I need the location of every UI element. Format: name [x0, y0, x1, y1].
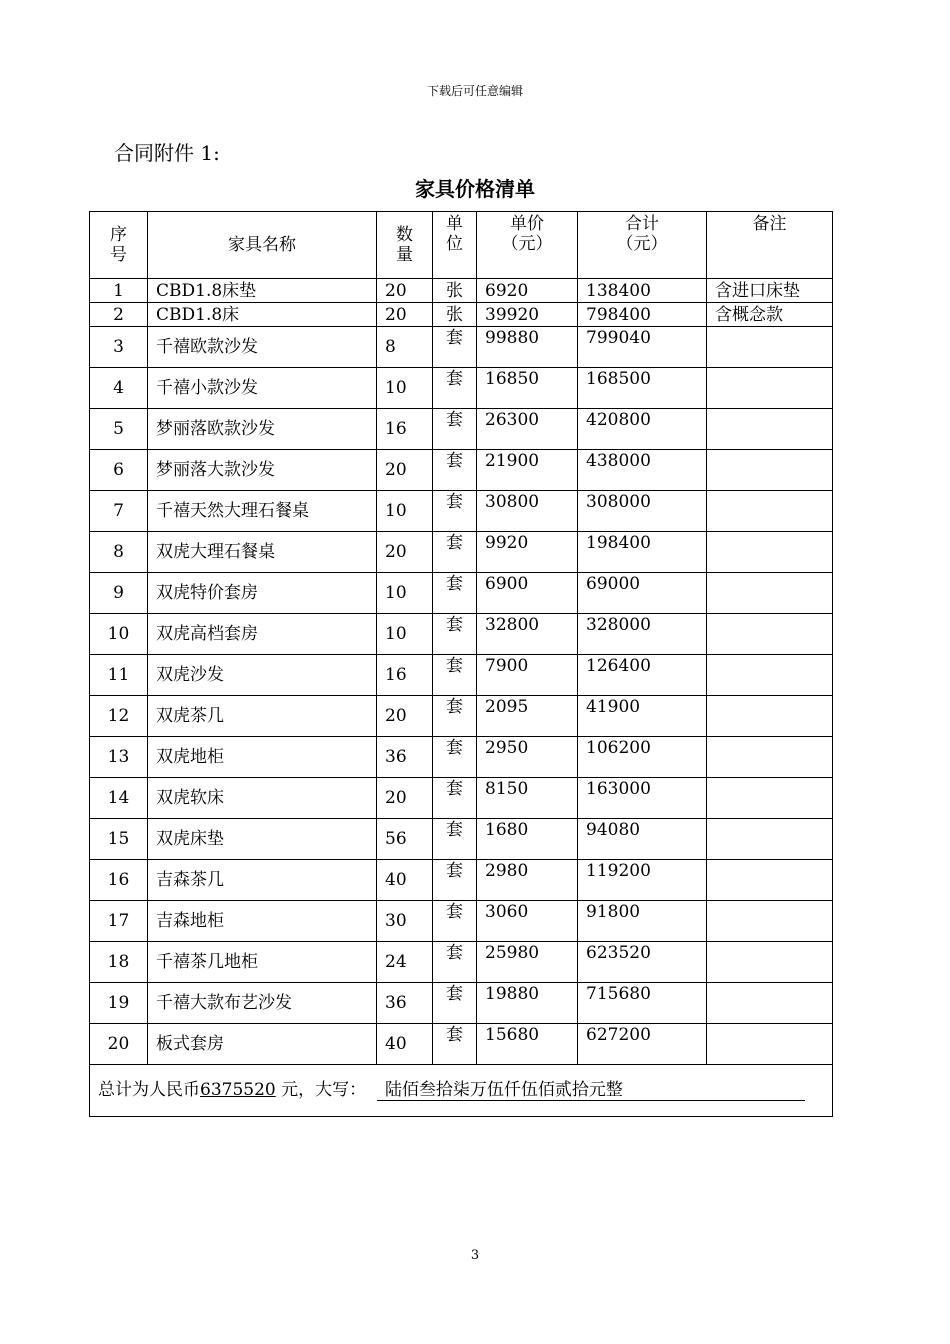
row-note: 含概念款	[707, 303, 833, 327]
row-name: 千禧天然大理石餐桌	[148, 491, 377, 532]
row-unit: 张	[433, 303, 477, 327]
table-row	[90, 327, 833, 368]
row-price: 1680	[477, 819, 578, 860]
row-no: 1	[90, 279, 148, 303]
table-row	[90, 983, 833, 1024]
table-row	[90, 655, 833, 696]
summary-prefix: 总计为人民币	[98, 1080, 200, 1100]
row-unit: 套	[433, 942, 477, 983]
header-note: 备注	[707, 212, 833, 279]
row-qty: 10	[377, 368, 433, 409]
row-qty: 20	[377, 532, 433, 573]
row-note	[707, 1024, 833, 1065]
table-row	[90, 737, 833, 778]
row-name: 双虎沙发	[148, 655, 377, 696]
row-name: 千禧欧款沙发	[148, 327, 377, 368]
row-note	[707, 860, 833, 901]
row-name: 梦丽落大款沙发	[148, 450, 377, 491]
row-price: 19880	[477, 983, 578, 1024]
table-row	[90, 303, 833, 327]
table-row	[90, 532, 833, 573]
price-table	[89, 211, 833, 1117]
summary-amount-words: 陆佰叁拾柒万伍仟伍佰贰拾元整	[377, 1080, 805, 1101]
row-unit: 套	[433, 778, 477, 819]
row-no: 5	[90, 409, 148, 450]
row-total: 119200	[578, 860, 707, 901]
row-no: 14	[90, 778, 148, 819]
header-qty: 数 量	[377, 212, 433, 279]
row-name: 千禧大款布艺沙发	[148, 983, 377, 1024]
row-name: 板式套房	[148, 1024, 377, 1065]
row-qty: 8	[377, 327, 433, 368]
row-qty: 20	[377, 696, 433, 737]
table-row	[90, 491, 833, 532]
row-total: 623520	[578, 942, 707, 983]
row-total: 94080	[578, 819, 707, 860]
row-qty: 20	[377, 303, 433, 327]
row-total: 106200	[578, 737, 707, 778]
row-note	[707, 901, 833, 942]
row-total: 308000	[578, 491, 707, 532]
row-total: 163000	[578, 778, 707, 819]
row-price: 15680	[477, 1024, 578, 1065]
row-unit: 套	[433, 409, 477, 450]
row-no: 3	[90, 327, 148, 368]
table-row	[90, 1024, 833, 1065]
row-qty: 36	[377, 983, 433, 1024]
row-note	[707, 737, 833, 778]
row-unit: 套	[433, 819, 477, 860]
row-note	[707, 696, 833, 737]
table-row	[90, 614, 833, 655]
table-row	[90, 409, 833, 450]
row-qty: 20	[377, 450, 433, 491]
table-row	[90, 901, 833, 942]
row-qty: 20	[377, 279, 433, 303]
row-qty: 16	[377, 409, 433, 450]
row-note: 含进口床垫	[707, 279, 833, 303]
row-name: 双虎大理石餐桌	[148, 532, 377, 573]
row-total: 798400	[578, 303, 707, 327]
summary-amount: 6375520	[200, 1080, 276, 1100]
row-unit: 套	[433, 614, 477, 655]
row-total: 91800	[578, 901, 707, 942]
row-total: 799040	[578, 327, 707, 368]
row-name: 千禧小款沙发	[148, 368, 377, 409]
row-unit: 套	[433, 860, 477, 901]
row-no: 6	[90, 450, 148, 491]
table-header-row	[90, 212, 833, 279]
row-unit: 套	[433, 450, 477, 491]
row-no: 17	[90, 901, 148, 942]
row-unit: 套	[433, 655, 477, 696]
table-row	[90, 860, 833, 901]
row-unit: 套	[433, 491, 477, 532]
row-name: 梦丽落欧款沙发	[148, 409, 377, 450]
header-total: 合计 （元）	[578, 212, 707, 279]
row-no: 10	[90, 614, 148, 655]
row-name: 双虎地柜	[148, 737, 377, 778]
row-total: 126400	[578, 655, 707, 696]
table-row	[90, 573, 833, 614]
row-no: 19	[90, 983, 148, 1024]
row-no: 2	[90, 303, 148, 327]
row-unit: 套	[433, 327, 477, 368]
row-price: 2980	[477, 860, 578, 901]
summary-row	[90, 1065, 833, 1117]
row-note	[707, 778, 833, 819]
row-qty: 56	[377, 819, 433, 860]
row-price: 9920	[477, 532, 578, 573]
row-qty: 20	[377, 778, 433, 819]
row-qty: 10	[377, 614, 433, 655]
row-unit: 套	[433, 983, 477, 1024]
row-total: 69000	[578, 573, 707, 614]
row-total: 420800	[578, 409, 707, 450]
row-qty: 24	[377, 942, 433, 983]
row-qty: 10	[377, 491, 433, 532]
row-total: 41900	[578, 696, 707, 737]
row-name: 双虎高档套房	[148, 614, 377, 655]
row-price: 2950	[477, 737, 578, 778]
row-note	[707, 327, 833, 368]
row-qty: 36	[377, 737, 433, 778]
row-total: 138400	[578, 279, 707, 303]
row-no: 16	[90, 860, 148, 901]
row-no: 12	[90, 696, 148, 737]
row-price: 39920	[477, 303, 578, 327]
row-note	[707, 942, 833, 983]
row-note	[707, 573, 833, 614]
row-qty: 40	[377, 1024, 433, 1065]
row-price: 2095	[477, 696, 578, 737]
row-price: 3060	[477, 901, 578, 942]
row-note	[707, 450, 833, 491]
row-total: 438000	[578, 450, 707, 491]
table-row	[90, 696, 833, 737]
row-price: 6900	[477, 573, 578, 614]
row-price: 16850	[477, 368, 578, 409]
row-price: 25980	[477, 942, 578, 983]
row-total: 198400	[578, 532, 707, 573]
summary-cell	[90, 1065, 833, 1117]
row-total: 627200	[578, 1024, 707, 1065]
table-row	[90, 368, 833, 409]
row-name: CBD1.8床	[148, 303, 377, 327]
table-row	[90, 942, 833, 983]
row-note	[707, 614, 833, 655]
row-unit: 套	[433, 1024, 477, 1065]
row-price: 6920	[477, 279, 578, 303]
row-price: 99880	[477, 327, 578, 368]
table-row	[90, 819, 833, 860]
row-unit: 张	[433, 279, 477, 303]
header-no: 序 号	[90, 212, 148, 279]
row-unit: 套	[433, 901, 477, 942]
row-no: 8	[90, 532, 148, 573]
row-note	[707, 409, 833, 450]
table-row	[90, 450, 833, 491]
attachment-label: 合同附件 1:	[114, 141, 220, 165]
row-no: 18	[90, 942, 148, 983]
row-price: 30800	[477, 491, 578, 532]
row-qty: 30	[377, 901, 433, 942]
row-qty: 40	[377, 860, 433, 901]
row-note	[707, 819, 833, 860]
header-unit: 单 位	[433, 212, 477, 279]
header-name: 家具名称	[148, 212, 377, 279]
row-no: 13	[90, 737, 148, 778]
row-no: 9	[90, 573, 148, 614]
row-name: 吉森地柜	[148, 901, 377, 942]
row-name: CBD1.8床垫	[148, 279, 377, 303]
row-no: 7	[90, 491, 148, 532]
row-unit: 套	[433, 696, 477, 737]
header-note: 下载后可任意编辑	[426, 84, 523, 98]
row-unit: 套	[433, 368, 477, 409]
row-total: 328000	[578, 614, 707, 655]
row-qty: 16	[377, 655, 433, 696]
row-price: 21900	[477, 450, 578, 491]
table-row	[90, 279, 833, 303]
row-total: 715680	[578, 983, 707, 1024]
page-number: 3	[470, 1248, 480, 1263]
row-no: 20	[90, 1024, 148, 1065]
row-name: 双虎软床	[148, 778, 377, 819]
row-note	[707, 983, 833, 1024]
row-name: 双虎特价套房	[148, 573, 377, 614]
row-note	[707, 532, 833, 573]
row-price: 7900	[477, 655, 578, 696]
row-name: 吉森茶几	[148, 860, 377, 901]
table-row	[90, 778, 833, 819]
row-price: 32800	[477, 614, 578, 655]
row-price: 26300	[477, 409, 578, 450]
row-no: 4	[90, 368, 148, 409]
row-unit: 套	[433, 737, 477, 778]
row-note	[707, 368, 833, 409]
row-unit: 套	[433, 532, 477, 573]
row-price: 8150	[477, 778, 578, 819]
row-qty: 10	[377, 573, 433, 614]
summary-middle: 元，大写：	[281, 1080, 367, 1100]
row-name: 双虎床垫	[148, 819, 377, 860]
row-unit: 套	[433, 573, 477, 614]
row-name: 双虎茶几	[148, 696, 377, 737]
row-name: 千禧茶几地柜	[148, 942, 377, 983]
row-no: 15	[90, 819, 148, 860]
row-note	[707, 491, 833, 532]
header-price: 单价 （元）	[477, 212, 578, 279]
document-title: 家具价格清单	[415, 177, 535, 201]
row-note	[707, 655, 833, 696]
row-total: 168500	[578, 368, 707, 409]
row-no: 11	[90, 655, 148, 696]
